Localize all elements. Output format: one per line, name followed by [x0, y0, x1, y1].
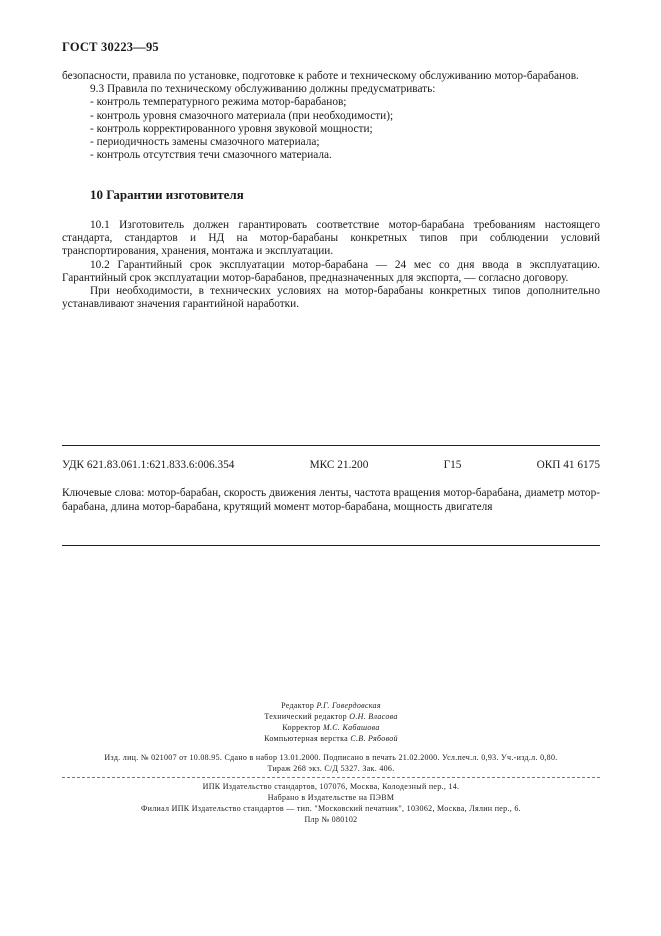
tech-editor-name: О.Н. Власова	[349, 712, 398, 721]
printer-line: Филиал ИПК Издательство стандартов — тип. "Московский печатник", 103062, Москва, Лялин пер., 6.	[141, 804, 521, 813]
editorial-credits	[62, 700, 600, 744]
page-header: ГОСТ 30223—95	[62, 40, 159, 54]
clause-9-3: 9.3 Правила по техническому обслуживанию должны предусматривать:	[90, 83, 436, 96]
divider-top	[62, 445, 600, 446]
warranty-note: При необходимости, в технических условиях на мотор-барабаны конкретных типов дополнительно устанавливают значения гарантийной наработки.	[62, 285, 600, 311]
list-item: - контроль корректированного уровня звуковой мощности;	[90, 122, 373, 135]
list-item: - контроль температурного режима мотор-барабанов;	[90, 96, 347, 109]
editor-name: Р.Г. Говердовская	[316, 701, 381, 710]
tech-editor-label: Технический редактор	[264, 712, 347, 721]
keywords: Ключевые слова: мотор-барабан, скорость движения ленты, частота вращения мотор-барабана, диаметр мотор-барабана, длина мотор-барабана, крутящий момент мотор-барабана, мощность двигателя	[62, 487, 600, 513]
section-10-body	[62, 219, 600, 311]
corrector-name: М.С. Кабашова	[322, 723, 380, 732]
layout-label: Компьютерная верстка	[264, 734, 349, 743]
license-line: Плр № 080102	[304, 815, 358, 824]
layout-name: С.В. Рябовой	[350, 734, 398, 743]
mks-code: МКС 21.200	[309, 459, 369, 471]
corrector-label: Корректор	[282, 723, 321, 732]
publisher-info	[62, 781, 600, 825]
udk-code: УДК 621.83.061.1:621.833.6:006.354	[62, 459, 235, 471]
intro-paragraph: безопасности, правила по установке, подготовке к работе и техническому обслуживанию мотор-барабанов.	[62, 70, 579, 82]
group-code: Г15	[443, 459, 462, 471]
intro-block	[62, 70, 600, 162]
clause-10-1: 10.1 Изготовитель должен гарантировать соответствие мотор-барабана требованиям настоящего стандарта, стандартов и НД на мотор-барабаны конкретных типов при соблюдении условий транспортирования, хранения, монтажа и эксплуатации.	[62, 219, 600, 258]
list-item: - контроль уровня смазочного материала (при необходимости);	[90, 109, 394, 122]
editor-label: Редактор	[281, 701, 315, 710]
list-item: - периодичность замены смазочного материала;	[90, 136, 320, 149]
dashed-divider	[62, 777, 600, 778]
publication-details	[62, 752, 600, 774]
print-run-line: Тираж 268 экз. С/Д 5327. Зак. 406.	[267, 764, 395, 773]
section-10-title: 10 Гарантии изготовителя	[90, 187, 244, 202]
okp-code: ОКП 41 6175	[536, 459, 600, 471]
publisher-line: ИПК Издательство стандартов, 107076, Москва, Колодезный пер., 14.	[202, 782, 460, 791]
clause-10-2: 10.2 Гарантийный срок эксплуатации мотор-барабана — 24 мес со дня ввода в эксплуатацию. Гарантийный срок эксплуатации мотор-барабанов, предназначенных для экспорта, — согласно договору.	[62, 258, 600, 284]
publication-line: Изд. лиц. № 021007 от 10.08.95. Сдано в набор 13.01.2000. Подписано в печать 21.02.2000. Усл.печ.л. 0,93. Уч.-изд.л. 0,80.	[104, 753, 558, 762]
divider-bottom	[62, 545, 600, 546]
list-item: - контроль отсутствия течи смазочного материала.	[90, 149, 332, 162]
classification-row	[62, 459, 600, 471]
typeset-line: Набрано в Издательстве на ПЭВМ	[267, 793, 395, 802]
